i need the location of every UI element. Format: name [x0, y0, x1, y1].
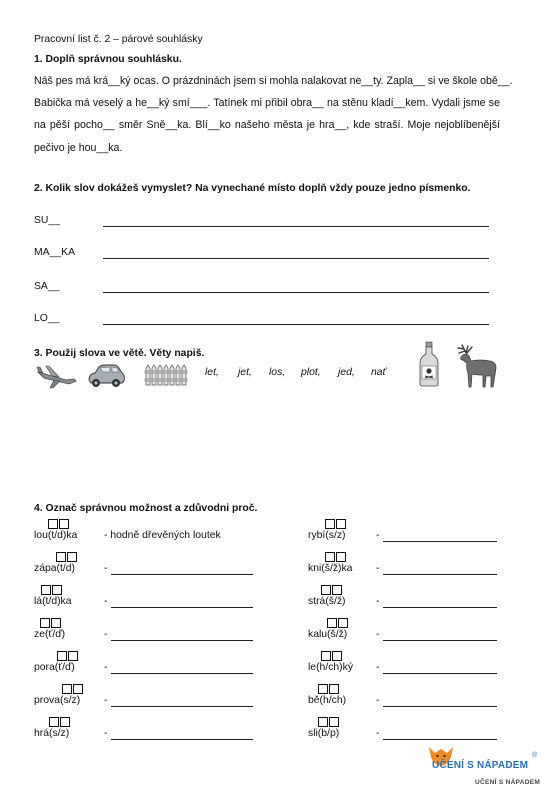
- airplane-icon: [36, 362, 78, 390]
- checkbox[interactable]: [56, 552, 66, 562]
- answer-line[interactable]: [111, 574, 253, 575]
- task3-word: jed,: [338, 367, 355, 378]
- task4-word: lou(t/d)ka: [34, 530, 78, 541]
- task4-example-answer: - hodně dřevěných loutek: [104, 530, 221, 541]
- checkbox[interactable]: [60, 717, 70, 727]
- answer-line[interactable]: [383, 574, 497, 575]
- task4-word: lá(t/d)ka: [34, 596, 72, 607]
- answer-line[interactable]: [383, 640, 497, 641]
- task3-word: nať: [371, 367, 387, 378]
- task4-word: le(h/ch)ký: [308, 662, 354, 673]
- task2-prompt: SU__: [34, 215, 60, 226]
- task1-paragraph: [34, 70, 513, 159]
- answer-dash: -: [104, 728, 108, 739]
- task1-line: pečivo je hou__ka.: [34, 141, 123, 154]
- choice-boxes[interactable]: [48, 519, 69, 529]
- task2-heading: 2. Kolik slov dokážeš vymyslet? Na vynechané místo doplň vždy pouze jedno písmenko.: [34, 183, 471, 194]
- task2-prompt: LO__: [34, 313, 60, 324]
- task3-heading: 3. Použij slova ve větě. Věty napiš.: [34, 348, 205, 359]
- choice-boxes[interactable]: [49, 717, 70, 727]
- answer-line[interactable]: [383, 706, 497, 707]
- answer-line[interactable]: [383, 673, 497, 674]
- choice-boxes[interactable]: [62, 684, 83, 694]
- checkbox[interactable]: [321, 651, 331, 661]
- answer-line[interactable]: [111, 739, 253, 740]
- checkbox[interactable]: [321, 585, 331, 595]
- choice-boxes[interactable]: [318, 717, 339, 727]
- answer-line[interactable]: [111, 673, 253, 674]
- choice-boxes[interactable]: [318, 684, 339, 694]
- checkbox[interactable]: [332, 585, 342, 595]
- checkbox[interactable]: [329, 684, 339, 694]
- answer-line[interactable]: [383, 607, 497, 608]
- task4-word: ze(ť/ď): [34, 629, 66, 640]
- task4-word: zápa(t/d): [34, 563, 76, 574]
- answer-line[interactable]: [103, 258, 489, 259]
- task4-word: kalu(š/ž): [308, 629, 348, 640]
- answer-dash: -: [376, 695, 380, 706]
- task4-heading: 4. Označ správnou možnost a zdůvodni proč.: [34, 503, 258, 514]
- answer-dash: -: [376, 662, 380, 673]
- choice-boxes[interactable]: [321, 651, 342, 661]
- task1-heading: 1. Doplň správnou souhlásku.: [34, 54, 182, 65]
- logo-subtitle: UČENÍ S NÁPADEM: [475, 779, 541, 786]
- task4-word: prova(s/z): [34, 695, 81, 706]
- task2-prompt: SA__: [34, 281, 60, 292]
- task4-word: kni(š/ž)ka: [308, 563, 353, 574]
- answer-line[interactable]: [103, 292, 489, 293]
- checkbox[interactable]: [68, 651, 78, 661]
- poison-bottle-icon: [418, 341, 440, 387]
- checkbox[interactable]: [48, 519, 58, 529]
- checkbox[interactable]: [67, 552, 77, 562]
- task3-word: let,: [205, 367, 219, 378]
- choice-boxes[interactable]: [41, 585, 62, 595]
- answer-dash: -: [104, 563, 108, 574]
- checkbox[interactable]: [49, 717, 59, 727]
- checkbox[interactable]: [318, 717, 328, 727]
- answer-dash: -: [104, 695, 108, 706]
- checkbox[interactable]: [336, 519, 346, 529]
- task3-word: jet,: [238, 367, 252, 378]
- task4-word: bě(h/ch): [308, 695, 347, 706]
- task4-word: pora(ť/ď): [34, 662, 75, 673]
- checkbox[interactable]: [52, 585, 62, 595]
- checkbox[interactable]: [73, 684, 83, 694]
- elk-icon: [454, 343, 500, 389]
- checkbox[interactable]: [338, 618, 348, 628]
- checkbox[interactable]: [57, 651, 67, 661]
- answer-line[interactable]: [103, 226, 489, 227]
- checkbox[interactable]: [327, 618, 337, 628]
- task4-word: sli(b/p): [308, 728, 340, 739]
- choice-boxes[interactable]: [325, 519, 346, 529]
- answer-dash: -: [376, 530, 380, 541]
- task1-line: na pěší pocho__ směr Sně__ka. Blí__ko našeho města je hra__, kde straší. Moje nejoblíbenější: [34, 119, 500, 132]
- checkbox[interactable]: [59, 519, 69, 529]
- answer-line[interactable]: [383, 541, 497, 542]
- checkbox[interactable]: [62, 684, 72, 694]
- checkbox[interactable]: [329, 717, 339, 727]
- answer-dash: -: [376, 629, 380, 640]
- car-icon: [86, 362, 126, 390]
- task4-word: rybí(s/z): [308, 530, 346, 541]
- task1-line: Náš pes má krá__ký ocas. O prázdninách jsem si mohla nalakovat ne__ty. Zapla__ si ve škole obě__.: [34, 75, 513, 87]
- worksheet-title: Pracovní list č. 2 – párové souhlásky: [34, 34, 203, 45]
- choice-boxes[interactable]: [325, 552, 346, 562]
- answer-dash: -: [376, 563, 380, 574]
- task3-word: plot,: [301, 367, 321, 378]
- checkbox[interactable]: [318, 684, 328, 694]
- answer-dash: -: [104, 629, 108, 640]
- checkbox[interactable]: [332, 651, 342, 661]
- task3-word: los,: [269, 367, 286, 378]
- choice-boxes[interactable]: [40, 618, 61, 628]
- answer-line[interactable]: [111, 706, 253, 707]
- choice-boxes[interactable]: [56, 552, 77, 562]
- logo-wordmark: UČENÍ S NÁPADEM: [432, 760, 529, 771]
- fence-icon: [144, 363, 188, 387]
- choice-boxes[interactable]: [321, 585, 342, 595]
- task4-word: hrá(s/z): [34, 728, 70, 739]
- answer-dash: -: [376, 596, 380, 607]
- checkbox[interactable]: [41, 585, 51, 595]
- choice-boxes[interactable]: [327, 618, 348, 628]
- checkbox[interactable]: [336, 552, 346, 562]
- answer-line[interactable]: [103, 324, 489, 325]
- answer-line[interactable]: [383, 739, 497, 740]
- checkbox[interactable]: [51, 618, 61, 628]
- answer-dash: -: [376, 728, 380, 739]
- checkbox[interactable]: [325, 519, 335, 529]
- registered-mark: ®: [532, 752, 538, 759]
- checkbox[interactable]: [325, 552, 335, 562]
- task4-word: strá(š/ž): [308, 596, 346, 607]
- answer-line[interactable]: [111, 607, 253, 608]
- checkbox[interactable]: [40, 618, 50, 628]
- answer-dash: -: [104, 662, 108, 673]
- task1-line: Babička má veselý a he__ký smí___. Tatínek mi přibil obra__ na stěnu kladí__kem. Vydali jsme se: [34, 97, 500, 110]
- task2-prompt: MA__KA: [34, 247, 76, 258]
- answer-line[interactable]: [111, 640, 253, 641]
- answer-dash: -: [104, 596, 108, 607]
- choice-boxes[interactable]: [57, 651, 78, 661]
